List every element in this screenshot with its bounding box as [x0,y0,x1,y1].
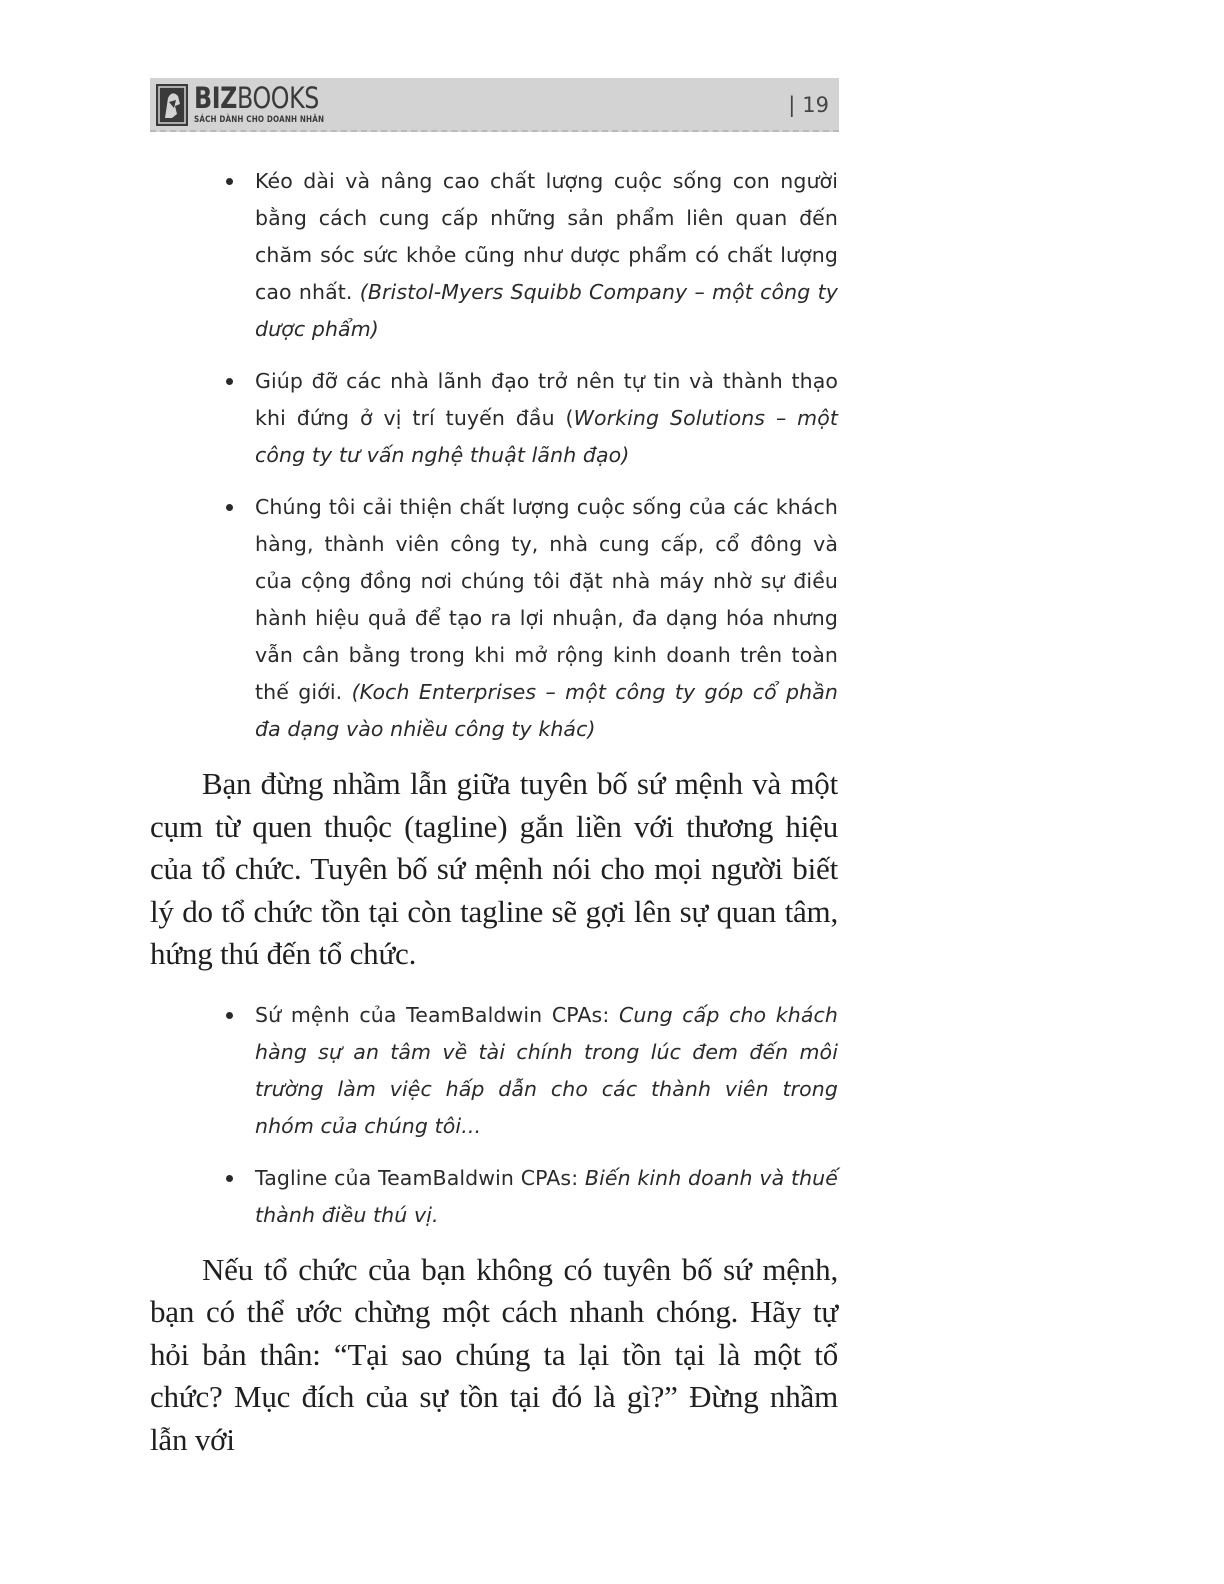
list-item [255,1160,838,1234]
brand-light: BOOKS [236,81,319,115]
list-item [255,997,838,1145]
example-mission-list [150,163,838,748]
list-item-source: Working Solutions – một công ty tư vấn nghệ thuật lãnh đạo) [255,406,838,467]
brand-wordmark [194,83,319,113]
brand-bold: BIZ [194,81,237,115]
page-content [150,163,838,1461]
list-item-text: Sứ mệnh của TeamBaldwin CPAs: [255,1002,619,1027]
page-number [788,92,829,118]
page-header [150,78,839,132]
list-item-source: (Koch Enterprises – một công ty góp cổ phần đa dạng vào nhiều công ty khác) [255,680,839,741]
list-item-text: Kéo dài và nâng cao chất lượng cuộc sống con người bằng cách cung cấp những sản phẩm liên quan đến chăm sóc sức khỏe cũng như dược phẩm có chất lượng cao nhất. [255,169,838,304]
list-item-source: (Bristol-Myers Squibb Company – một công ty dược phẩm) [255,280,838,341]
list-item-text: Tagline của TeamBaldwin CPAs: [255,1165,585,1190]
brand-tagline: SÁCH DÀNH CHO DOANH NHÂN [194,115,325,125]
list-item-text: Giúp đỡ các nhà lãnh đạo trở nên tự tin và thành thạo khi đứng ở vị trí tuyến đầu ( [255,369,838,430]
list-item-quote: Biến kinh doanh và thuế thành điều thú vị. [255,1165,838,1227]
page-separator: | [788,93,796,117]
list-item-text: Chúng tôi cải thiện chất lượng cuộc sống của các khách hàng, thành viên công ty, nhà cung cấp, cổ đông và của cộng đồng nơi chúng tôi đặt nhà máy nhờ sự điều hành hiệu quả để tạo ra lợi nhuận, đa dạng hóa nhưng vẫn cân bằng trong khi mở rộng kinh doanh trên toàn thế giới. [255,495,838,704]
list-item-quote: Cung cấp cho khách hàng sự an tâm về tài chính trong lúc đem đến môi trường làm việc hấp dẫn cho các thành viên trong nhóm của chúng tôi... [255,1002,838,1138]
list-item [255,489,838,748]
list-item [255,163,838,348]
page-number-value: 19 [802,93,829,117]
list-item [255,363,838,474]
body-paragraph: Nếu tổ chức của bạn không có tuyên bố sứ mệnh, bạn có thể ước chừng một cách nhanh chóng. Hãy tự hỏi bản thân: “Tại sao chúng ta lại tồn tại là một tổ chức? Mục đích của sự tồn tại đó là gì?” Đừng nhầm lẫn với [150,1251,838,1457]
body-paragraph: Bạn đừng nhầm lẫn giữa tuyên bố sứ mệnh và một cụm từ quen thuộc (tagline) gắn liền với thương hiệu của tổ chức. Tuyên bố sứ mệnh nói cho mọi người biết lý do tổ chức tồn tại còn tagline sẽ gợi lên sự quan tâm, hứng thú đến tổ chức. [150,766,838,971]
bizbooks-logo-icon [156,84,188,126]
mission-vs-tagline-list [150,997,838,1234]
